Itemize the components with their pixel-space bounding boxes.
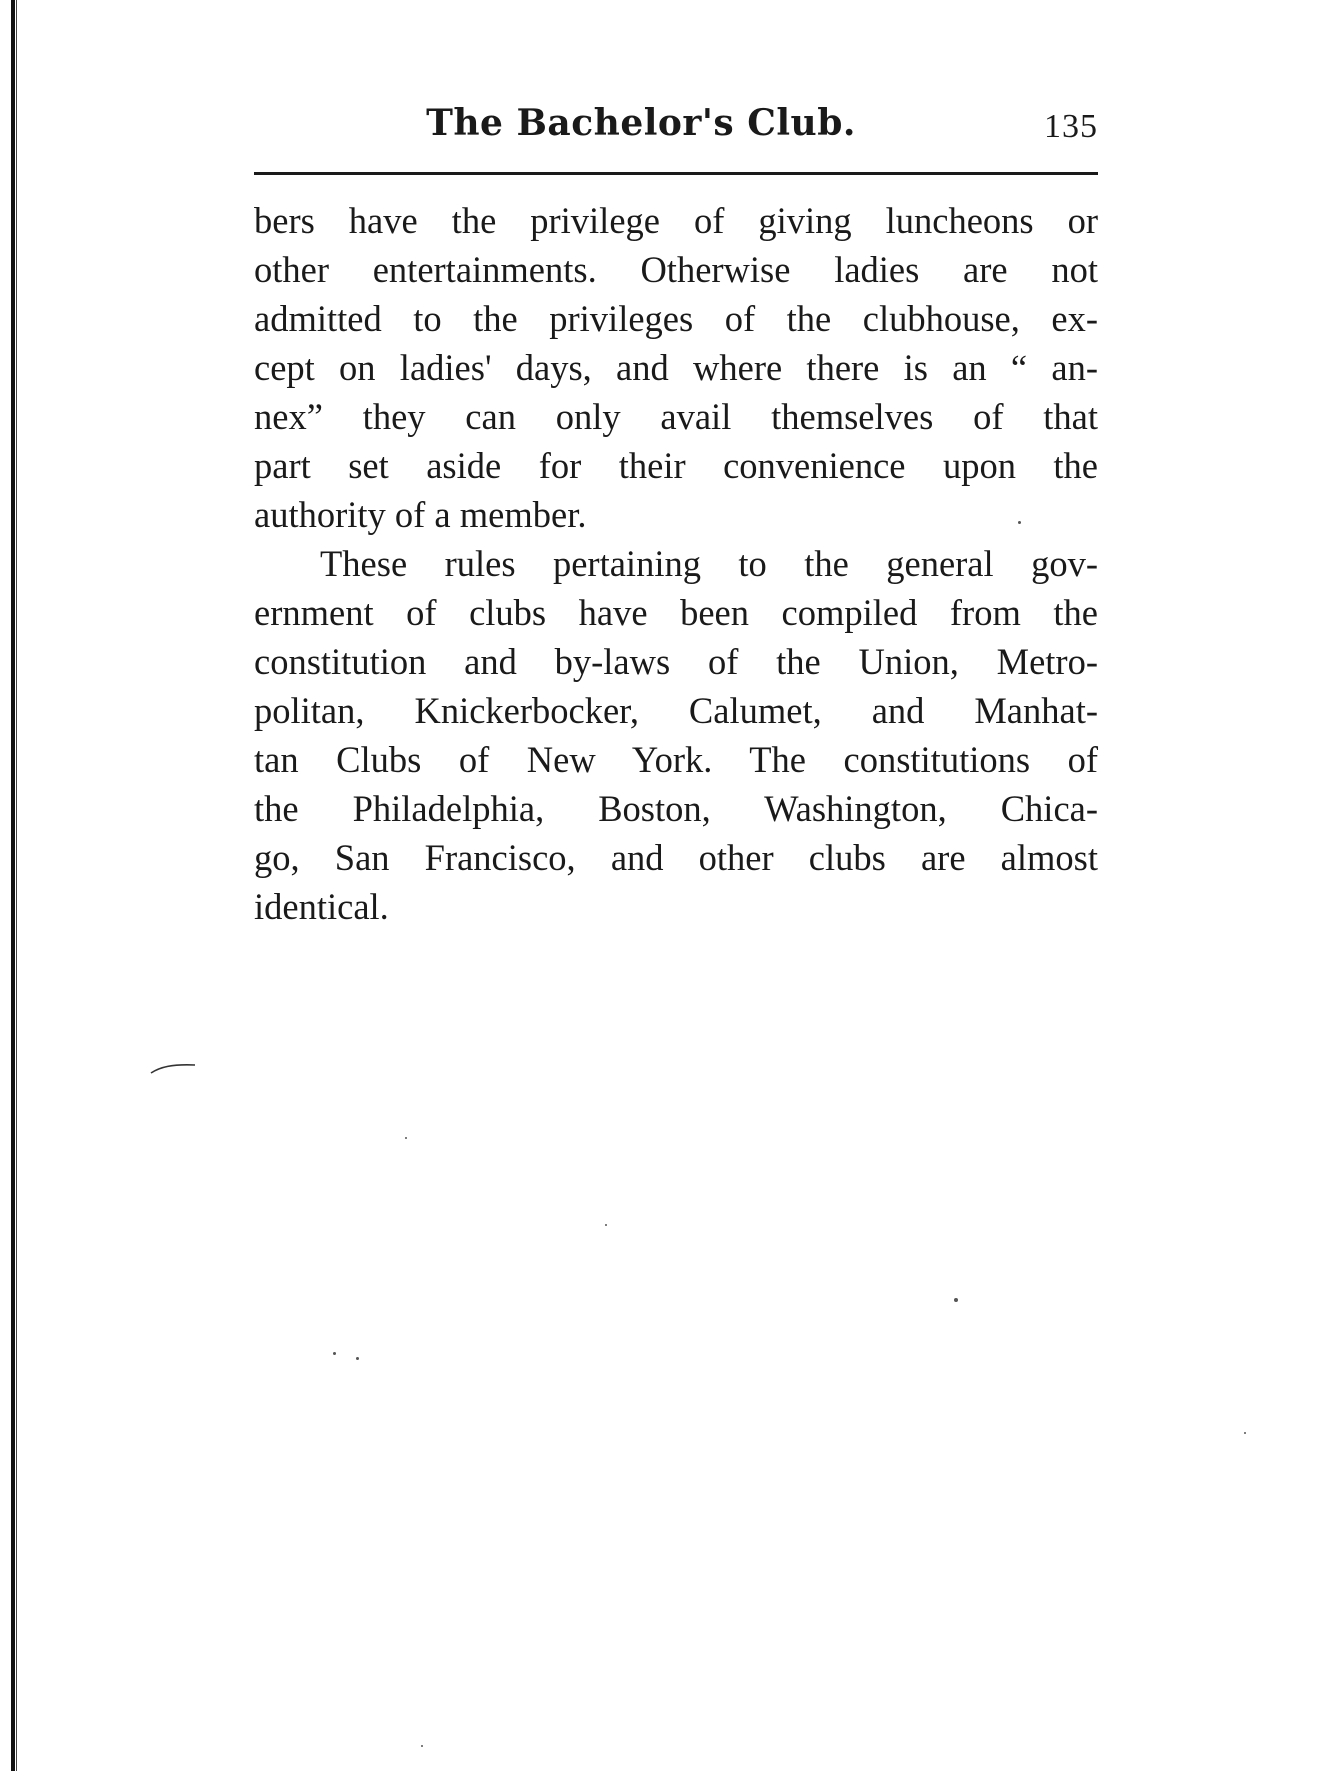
paper-speck — [356, 1357, 359, 1360]
text-line: nex” they can only avail themselves of that — [254, 396, 1098, 437]
paper-speck — [333, 1352, 336, 1355]
running-title: The Bachelor's Club. — [426, 102, 856, 144]
text-line: part set aside for their convenience upon the — [254, 445, 1098, 486]
text-line: cept on ladies' days, and where there is an “ an- — [254, 347, 1098, 388]
paragraph-1 — [254, 196, 1098, 539]
text-line: These rules pertaining to the general gov- — [320, 543, 1098, 584]
body-text — [254, 196, 1098, 931]
paper-speck — [1018, 521, 1021, 524]
text-line: identical. — [254, 886, 389, 927]
text-line: tan Clubs of New York. The constitutions of — [254, 739, 1098, 780]
text-line: bers have the privilege of giving luncheons or — [254, 200, 1098, 241]
text-line: constitution and by-laws of the Union, Metro- — [254, 641, 1098, 682]
text-line: authority of a member. — [254, 494, 587, 535]
text-line: admitted to the privileges of the clubhouse, ex- — [254, 298, 1098, 339]
paper-speck — [1244, 1432, 1246, 1434]
text-line: ernment of clubs have been compiled from the — [254, 592, 1098, 633]
running-head — [254, 98, 1098, 158]
paper-speck — [421, 1745, 423, 1747]
paper-speck — [405, 1137, 407, 1139]
page-binding-edge-shadow — [16, 0, 17, 1771]
paper-speck — [954, 1298, 958, 1302]
page-number: 135 — [1044, 108, 1098, 145]
text-line: other entertainments. Otherwise ladies are not — [254, 249, 1098, 290]
text-line: politan, Knickerbocker, Calumet, and Manhat- — [254, 690, 1098, 731]
text-line: the Philadelphia, Boston, Washington, Chica- — [254, 788, 1098, 829]
page-binding-edge — [11, 0, 15, 1771]
paragraph-2 — [254, 539, 1098, 931]
header-rule — [254, 172, 1098, 175]
stray-pen-mark — [150, 1062, 196, 1074]
text-line: go, San Francisco, and other clubs are almost — [254, 837, 1098, 878]
paper-speck — [605, 1224, 607, 1226]
